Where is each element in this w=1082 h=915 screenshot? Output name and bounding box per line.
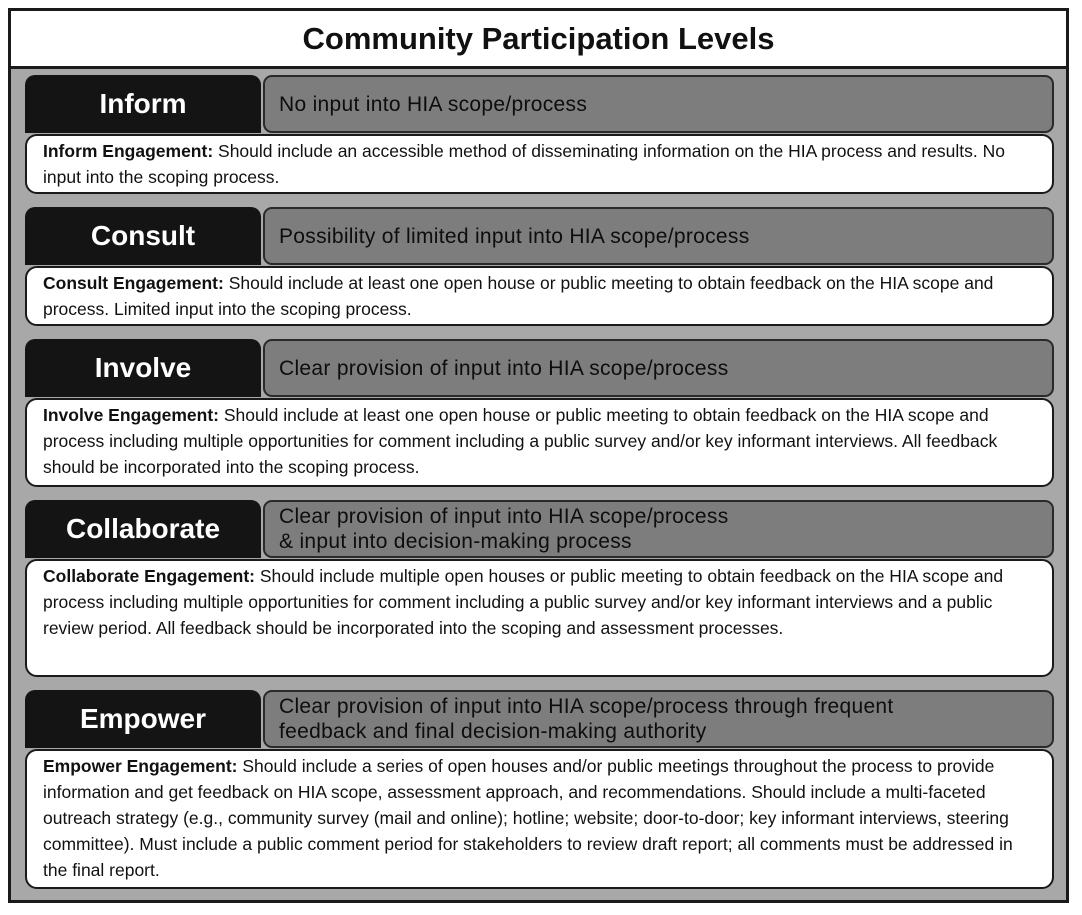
level-empower-detail-label: Empower Engagement:: [43, 756, 238, 776]
level-consult: [25, 207, 1054, 329]
level-collaborate-summary: [263, 500, 1054, 558]
level-empower-summary: [263, 690, 1054, 748]
level-collaborate-detail-label: Collaborate Engagement:: [43, 566, 255, 586]
level-inform-name: Inform: [25, 75, 261, 133]
level-consult-detail-label: Consult Engagement:: [43, 273, 224, 293]
level-inform-summary: [263, 75, 1054, 133]
level-collaborate-detail-text: Should include multiple open houses or public meeting to obtain feedback on the HIA scope and process including multiple opportunities for comment including a public survey and/or key informant interviews and a public review period. All feedback should be incorporated into the scoping and assessment processes.: [43, 566, 1004, 638]
level-empower-detail: [25, 749, 1054, 889]
level-involve-detail: [25, 398, 1054, 487]
level-collaborate-detail: [25, 559, 1054, 677]
level-collaborate-summary-text: Clear provision of input into HIA scope/process & input into decision-making process: [279, 505, 729, 553]
level-collaborate: [25, 500, 1054, 680]
level-involve-summary: [263, 339, 1054, 397]
level-involve-detail-text: Should include at least one open house or public meeting to obtain feedback on the HIA scope and process including multiple opportunities for comment including a public survey and/or key informant interviews. All feedback should be incorporated into the scoping process.: [43, 405, 998, 477]
level-collaborate-name: Collaborate: [25, 500, 261, 558]
level-consult-name: Consult: [25, 207, 261, 265]
level-inform-detail: [25, 134, 1054, 194]
level-involve-summary-text: Clear provision of input into HIA scope/process: [279, 356, 729, 380]
level-consult-summary: [263, 207, 1054, 265]
level-empower-detail-text: Should include a series of open houses and/or public meetings throughout the process to provide information and get feedback on HIA scope, assessment approach, and recommendations. Should include a multi-faceted outreach strategy (e.g., community survey (mail and online); hotline; website; door-to-door; key informant interviews, steering committee). Must include a public comment period for stakeholders to review draft report; all comments must be addressed in the final report.: [43, 756, 1013, 880]
level-consult-detail: [25, 266, 1054, 326]
level-empower: [25, 690, 1054, 892]
level-consult-detail-text: Should include at least one open house or public meeting to obtain feedback on the HIA scope and process. Limited input into the scoping process.: [43, 273, 994, 319]
level-inform-summary-text: No input into HIA scope/process: [279, 92, 588, 116]
level-inform-detail-label: Inform Engagement:: [43, 141, 214, 161]
level-empower-summary-text: Clear provision of input into HIA scope/process through frequent feedback and final decision-making authority: [279, 695, 894, 743]
level-inform-detail-text: Should include an accessible method of disseminating information on the HIA process and results. No input into the scoping process.: [43, 141, 1005, 187]
level-consult-summary-text: Possibility of limited input into HIA scope/process: [279, 224, 750, 248]
diagram-title: Community Participation Levels: [11, 11, 1066, 69]
level-involve-detail-label: Involve Engagement:: [43, 405, 220, 425]
diagram-frame: [8, 8, 1069, 903]
level-empower-name: Empower: [25, 690, 261, 748]
level-inform: [25, 75, 1054, 197]
level-involve: [25, 339, 1054, 491]
level-involve-name: Involve: [25, 339, 261, 397]
